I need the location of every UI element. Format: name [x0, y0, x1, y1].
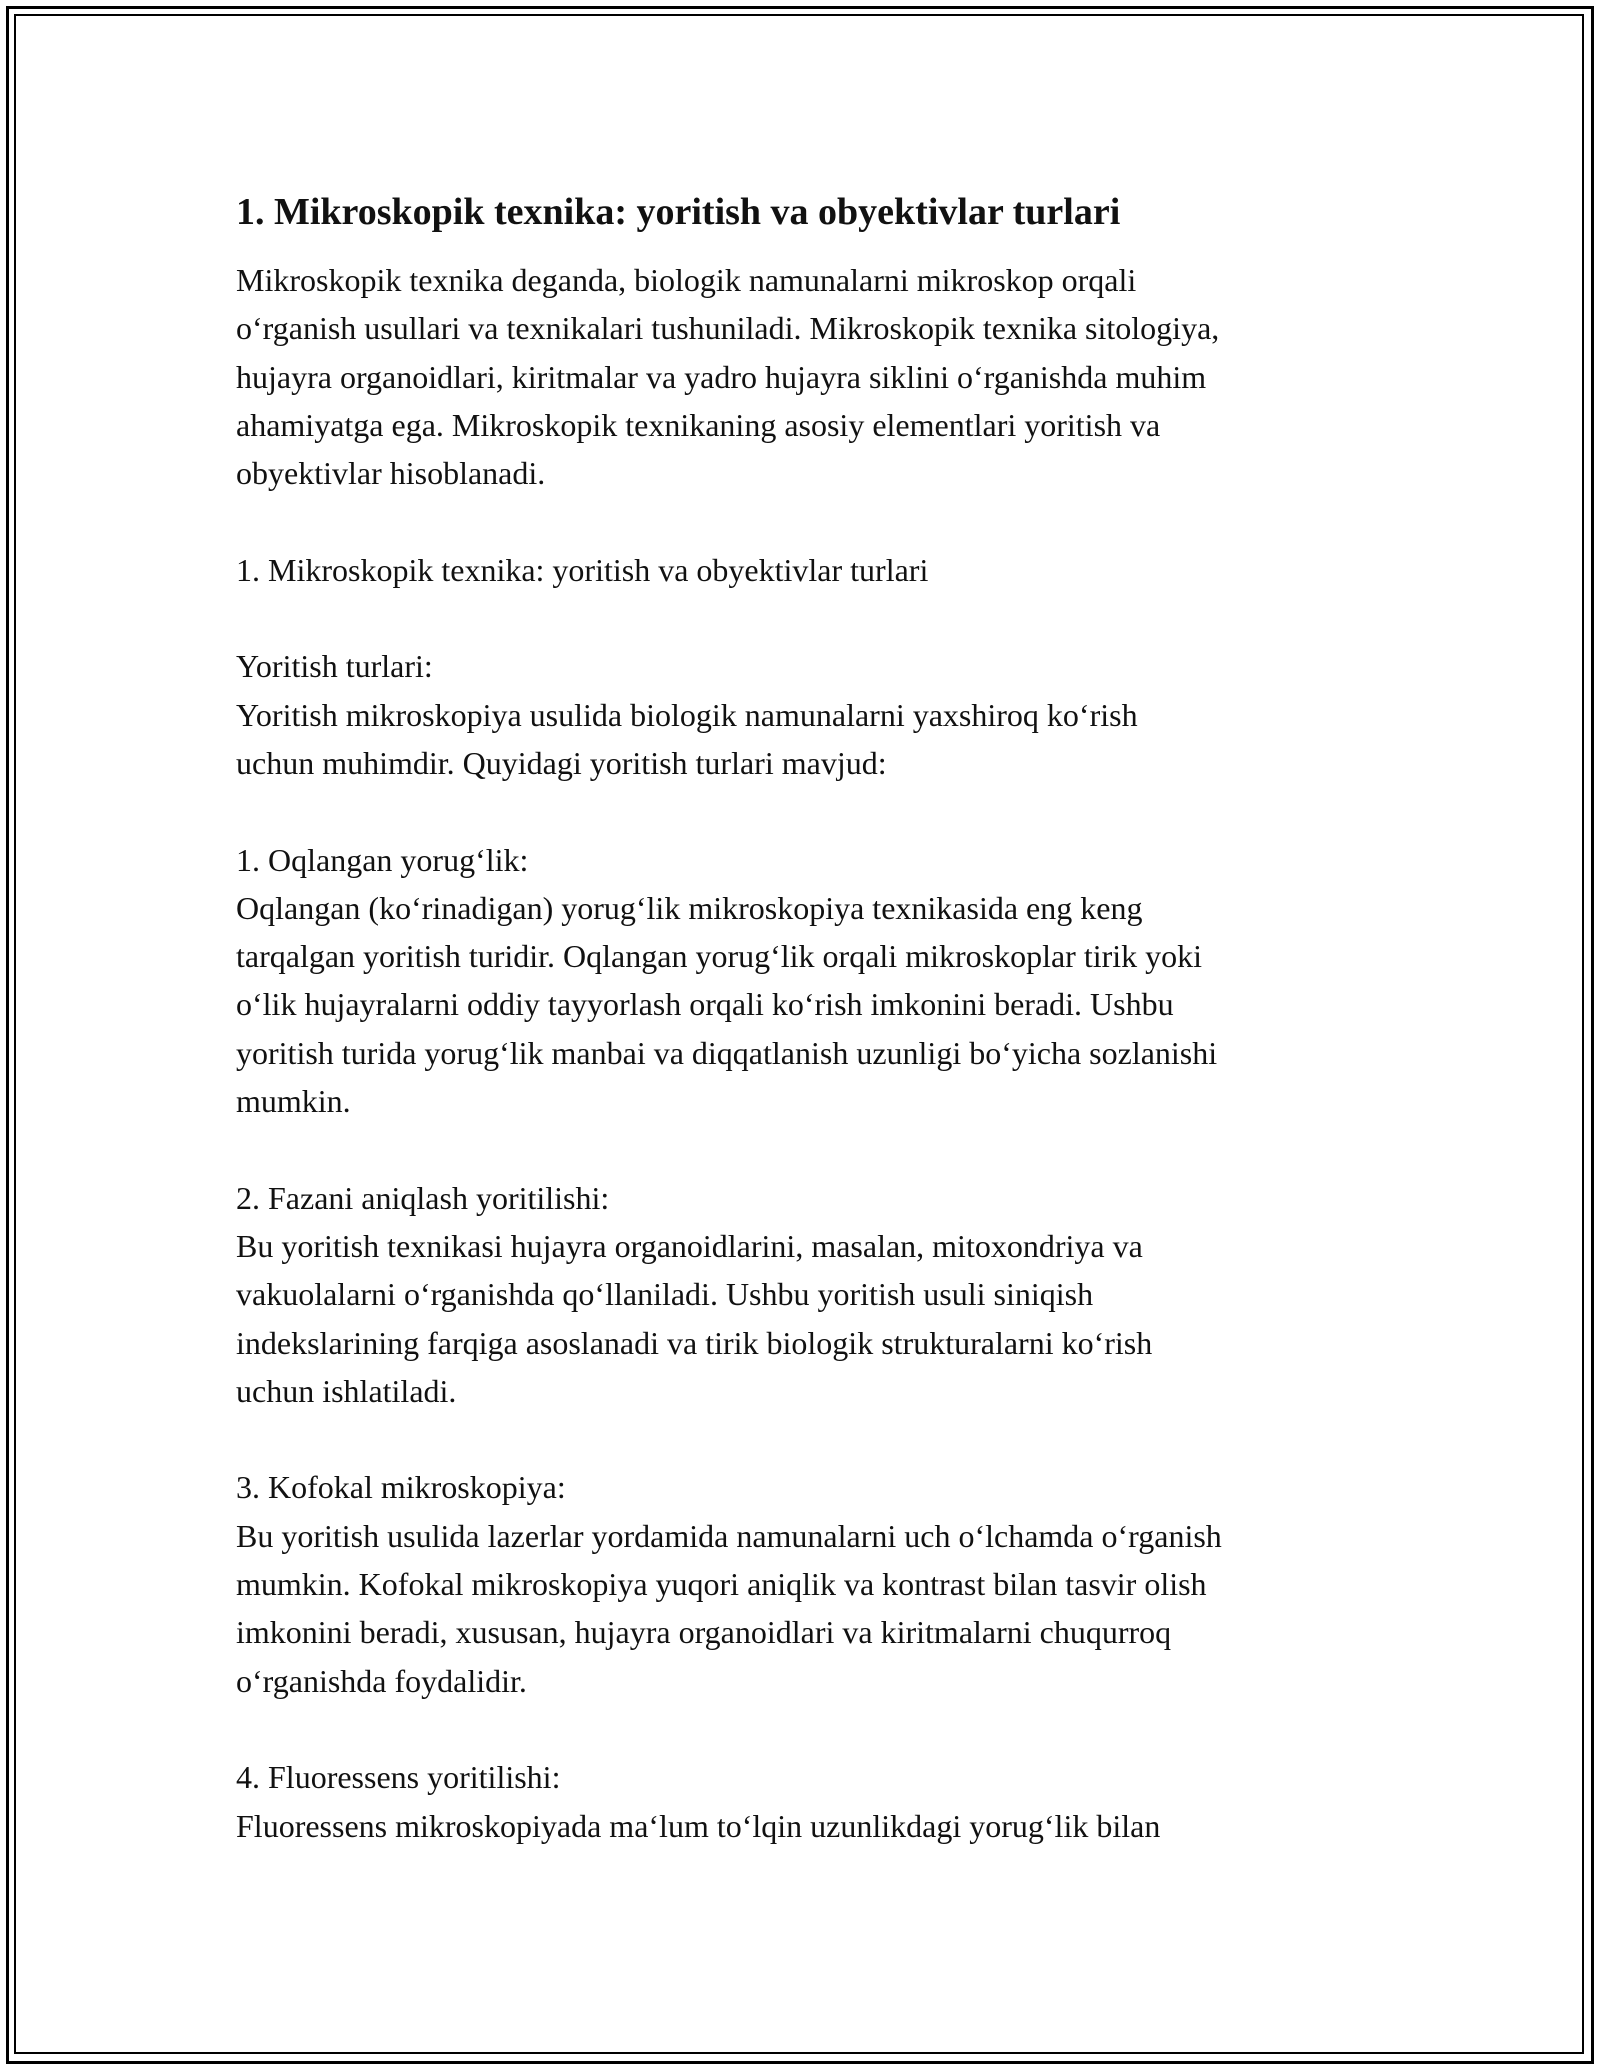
- document-body: [236, 188, 1376, 1850]
- item-line: uchun ishlatiladi.: [236, 1372, 457, 1409]
- intro-line: o‘rganish usullari va texnikalari tushuniladi. Mikroskopik texnika sitologiya,: [236, 310, 1220, 347]
- intro-line: ahamiyatga ega. Mikroskopik texnikaning asosiy elementlari yoritish va: [236, 406, 1161, 443]
- item-line: vakuolalarni o‘rganishda qo‘llaniladi. Ushbu yoritish usuli siniqish: [236, 1276, 1094, 1313]
- lighting-item-fluorescence: [236, 1753, 1376, 1850]
- item-line: yoritish turida yorug‘lik manbai va diqqatlanish uzunligi bo‘yicha sozlanishi: [236, 1034, 1218, 1071]
- item-line: indekslarining farqiga asoslanadi va tirik biologik strukturalarni ko‘rish: [236, 1324, 1153, 1361]
- lighting-item-phase-contrast: [236, 1174, 1376, 1415]
- lighting-item-white-light: [236, 836, 1376, 1126]
- item-line: Oqlangan (ko‘rinadigan) yorug‘lik mikroskopiya texnikasida eng keng: [236, 889, 1143, 926]
- intro-line: Mikroskopik texnika deganda, biologik namunalarni mikroskop orqali: [236, 262, 1137, 298]
- repeat-title-text: 1. Mikroskopik texnika: yoritish va obyektivlar turlari: [236, 551, 929, 588]
- lighting-section: [236, 642, 1376, 787]
- item-line: mumkin. Kofokal mikroskopiya yuqori aniqlik va kontrast bilan tasvir olish: [236, 1566, 1207, 1603]
- item-title: 1. Oqlangan yorug‘lik:: [236, 841, 529, 878]
- lighting-item-confocal: [236, 1463, 1376, 1704]
- intro-line: hujayra organoidlari, kiritmalar va yadro hujayra siklini o‘rganishda muhim: [236, 358, 1207, 395]
- item-line: o‘rganishda foydalidir.: [236, 1662, 527, 1699]
- item-line: Bu yoritish usulida lazerlar yordamida namunalarni uch o‘lchamda o‘rganish: [236, 1517, 1222, 1554]
- document-heading: 1. Mikroskopik texnika: yoritish va obyektivlar turlari: [236, 191, 1121, 233]
- lighting-title: Yoritish turlari:: [236, 648, 433, 685]
- item-title: 4. Fluoressens yoritilishi:: [236, 1759, 561, 1796]
- item-line: mumkin.: [236, 1083, 351, 1120]
- item-title: 2. Fazani aniqlash yoritilishi:: [236, 1179, 610, 1216]
- intro-line: obyektivlar hisoblanadi.: [236, 455, 546, 492]
- item-line: Fluoressens mikroskopiyada ma‘lum to‘lqin uzunlikdagi yorug‘lik bilan: [236, 1807, 1161, 1844]
- section-repeat-title: [236, 546, 1376, 594]
- item-title: 3. Kofokal mikroskopiya:: [236, 1469, 566, 1506]
- item-line: o‘lik hujayralarni oddiy tayyorlash orqali ko‘rish imkonini beradi. Ushbu: [236, 986, 1174, 1023]
- lighting-line: uchun muhimdir. Quyidagi yoritish turlari mavjud:: [236, 744, 887, 781]
- item-line: Bu yoritish texnikasi hujayra organoidlarini, masalan, mitoxondriya va: [236, 1227, 1143, 1264]
- intro-paragraph: [236, 256, 1376, 497]
- item-line: imkonini beradi, xususan, hujayra organoidlari va kiritmalarni chuqurroq: [236, 1614, 1172, 1651]
- lighting-line: Yoritish mikroskopiya usulida biologik namunalarni yaxshiroq ko‘rish: [236, 696, 1138, 733]
- item-line: tarqalgan yoritish turidir. Oqlangan yorug‘lik orqali mikroskoplar tirik yoki: [236, 938, 1203, 975]
